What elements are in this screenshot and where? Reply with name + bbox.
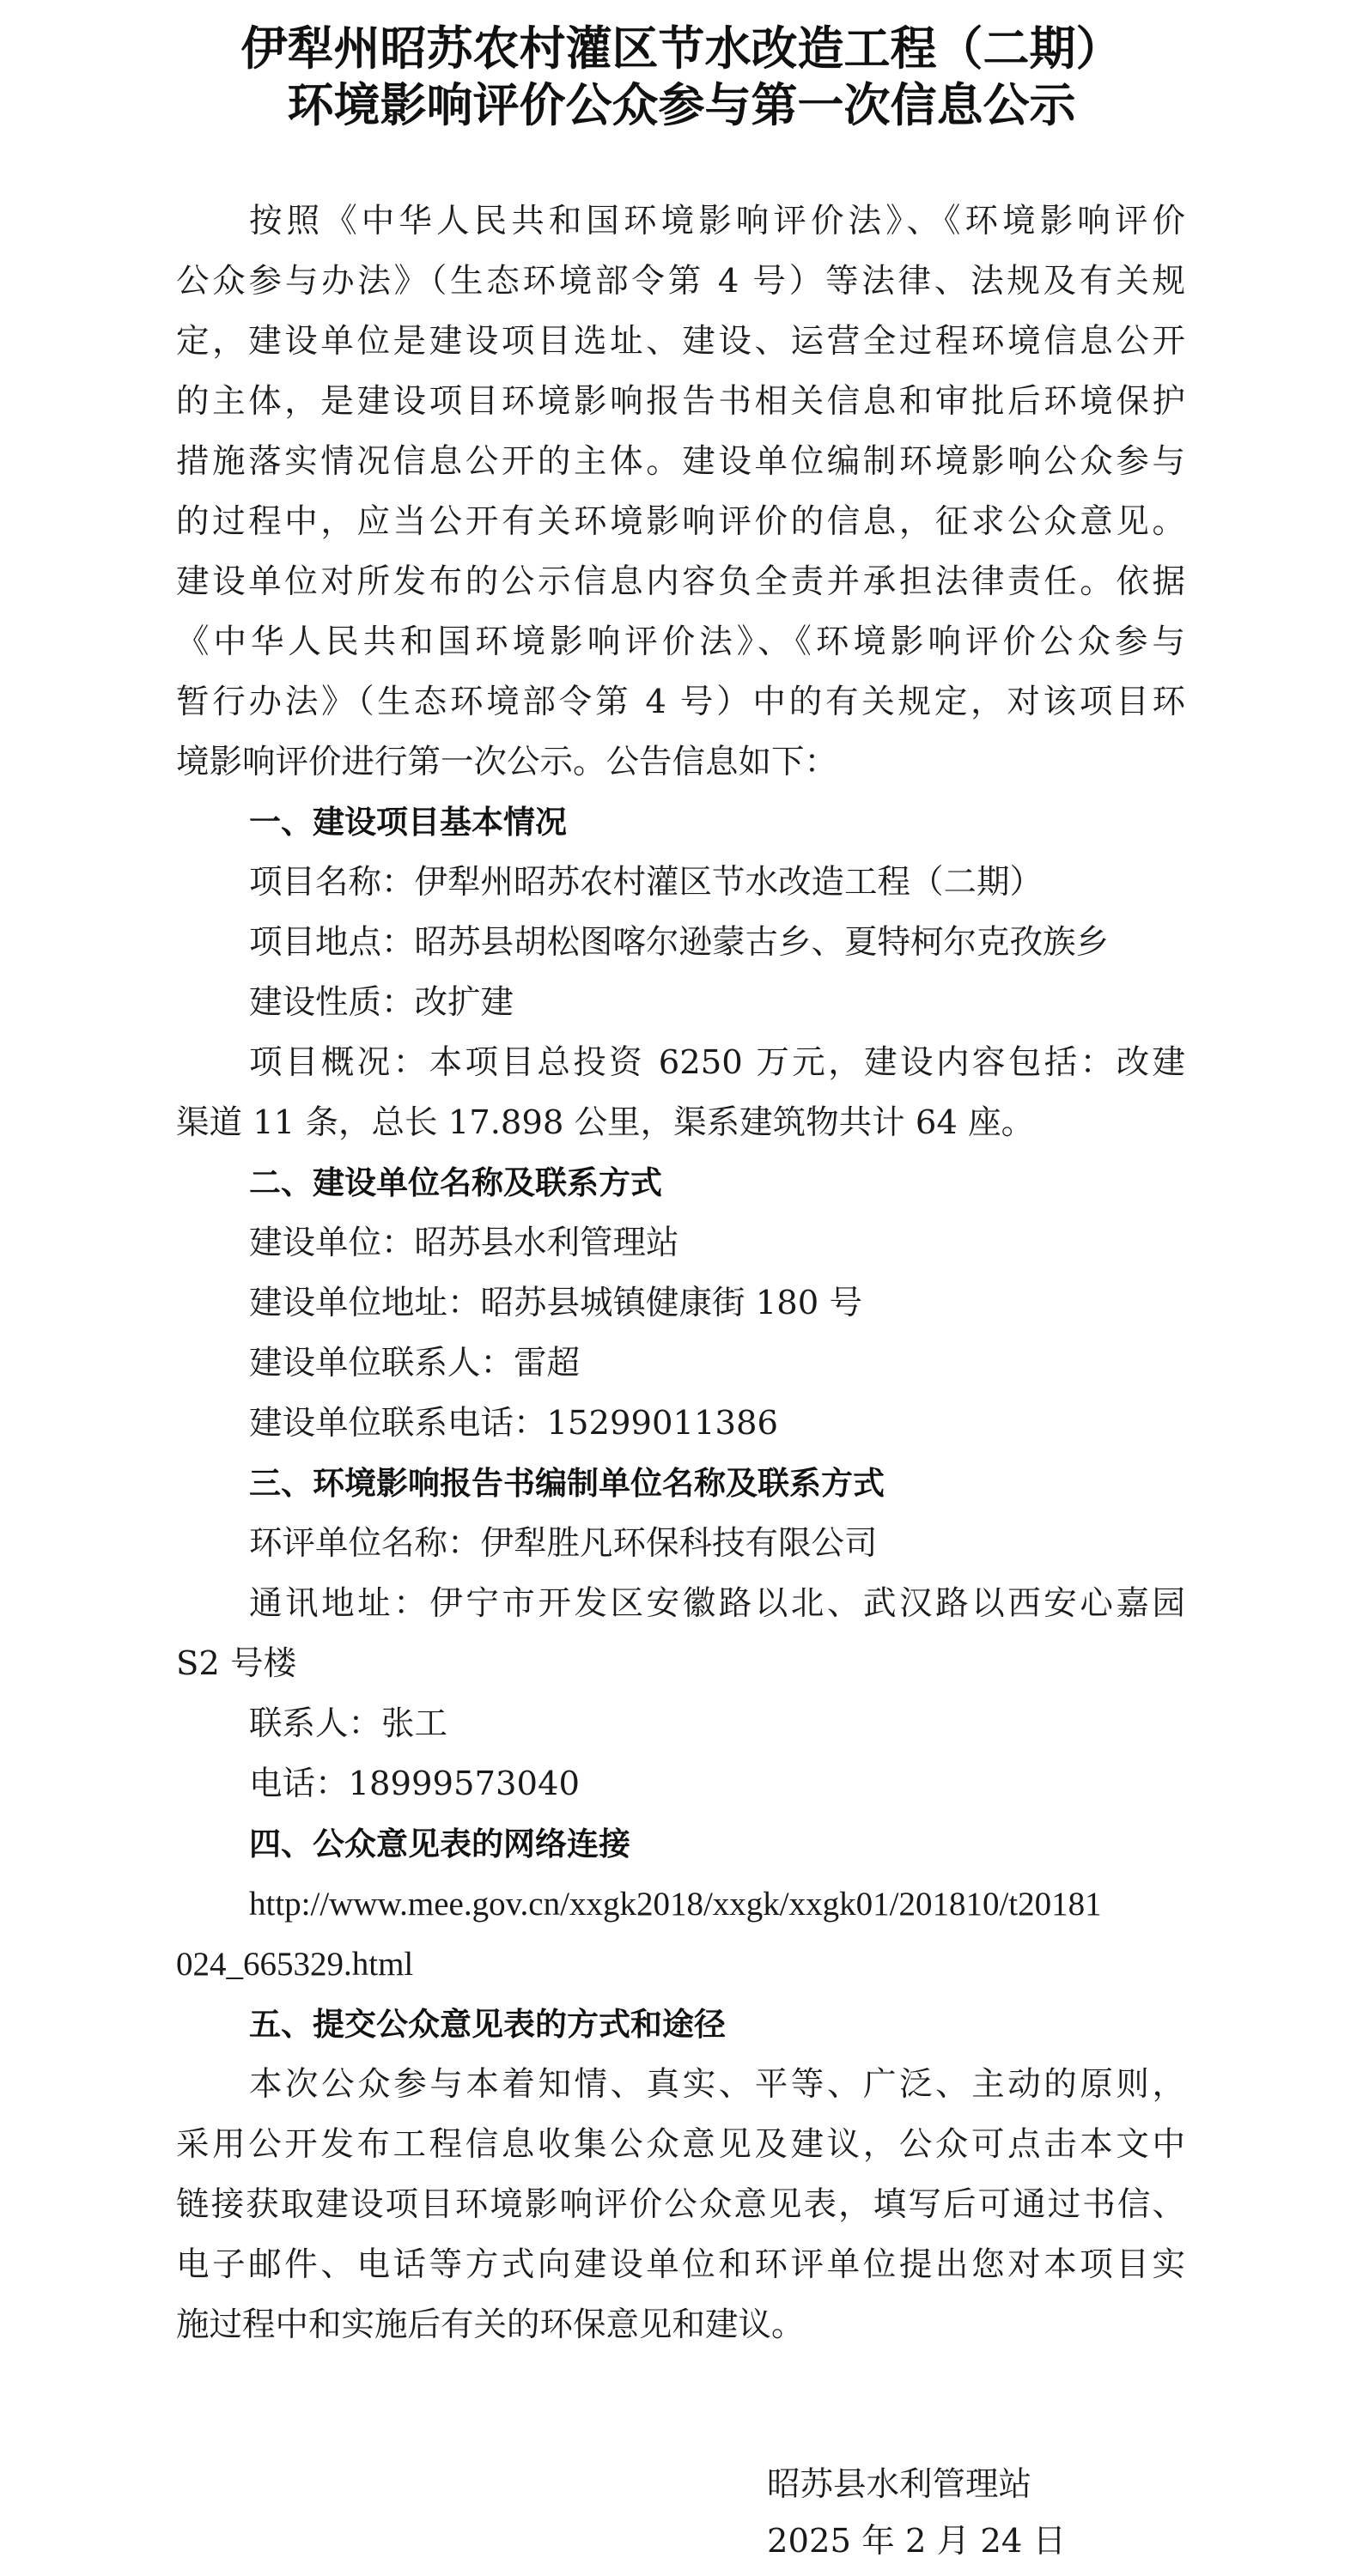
submission-line: 电子邮件、电话等方式向建设单位和环评单位提出您对本项目实 (176, 2245, 1185, 2284)
eia-phone: 电话：18999573040 (249, 1765, 580, 1803)
submission-line: 采用公开发布工程信息收集公众意见及建议，公众可点击本文中 (176, 2125, 1185, 2164)
section3-heading: 三、环境影响报告书编制单位名称及联系方式 (249, 1465, 885, 1502)
submission-line: 施过程中和实施后有关的环保意见和建议。 (176, 2306, 805, 2344)
intro-line: 的主体，是建设项目环境影响报告书相关信息和审批后环境保护 (176, 382, 1185, 421)
eia-unit: 环评单位名称：伊犁胜凡环保科技有限公司 (249, 1524, 878, 1563)
intro-line: 的过程中，应当公开有关环境影响评价的信息，征求公众意见。 (176, 502, 1185, 541)
builder-phone: 建设单位联系电话：15299011386 (249, 1404, 778, 1443)
eia-address-line1: 通讯地址：伊宁市开发区安徽路以北、武汉路以西安心嘉园 (249, 1584, 1185, 1623)
section5-heading: 五、提交公众意见表的方式和途径 (249, 2006, 726, 2043)
signature-org: 昭苏县水利管理站 (767, 2465, 1032, 2504)
intro-line: 境影响评价进行第一次公示。公告信息如下： (176, 743, 838, 781)
intro-line: 措施落实情况信息公开的主体。建设单位编制环境影响公众参与 (176, 442, 1185, 481)
intro-line: 定，建设单位是建设项目选址、建设、运营全过程环境信息公开 (176, 322, 1185, 361)
project-location: 项目地点：昭苏县胡松图喀尔逊蒙古乡、夏特柯尔克孜族乡 (249, 923, 1110, 962)
eia-contact: 联系人：张工 (249, 1704, 448, 1743)
eia-address-line2: S2 号楼 (176, 1644, 297, 1683)
project-overview-line1: 项目概况：本项目总投资 6250 万元，建设内容包括：改建 (249, 1043, 1185, 1082)
opinion-form-link-line2[interactable]: 024_665329.html (176, 1946, 414, 1983)
intro-line: 按照《中华人民共和国环境影响评价法》、《环境影响评价 (249, 202, 1185, 240)
intro-line: 《中华人民共和国环境影响评价法》、《环境影响评价公众参与 (176, 623, 1185, 661)
section2-heading: 二、建设单位名称及联系方式 (249, 1164, 662, 1201)
project-nature: 建设性质：改扩建 (249, 983, 514, 1022)
builder-unit: 建设单位：昭苏县水利管理站 (249, 1224, 679, 1262)
page-title-line2: 环境影响评价公众参与第一次信息公示 (287, 77, 1076, 132)
submission-line: 本次公众参与本着知情、真实、平等、广泛、主动的原则， (249, 2065, 1185, 2104)
project-name: 项目名称：伊犁州昭苏农村灌区节水改造工程（二期） (249, 863, 1044, 902)
builder-contact: 建设单位联系人：雷超 (249, 1344, 581, 1382)
page-title-line1: 伊犁州昭苏农村灌区节水改造工程（二期） (240, 21, 1123, 76)
builder-address: 建设单位地址：昭苏县城镇健康街 180 号 (249, 1284, 862, 1322)
section1-heading: 一、建设项目基本情况 (249, 804, 567, 841)
intro-line: 公众参与办法》（生态环境部令第 4 号）等法律、法规及有关规 (176, 262, 1185, 301)
intro-line: 建设单位对所发布的公示信息内容负全责并承担法律责任。依据 (176, 562, 1185, 601)
opinion-form-link-line1[interactable]: http://www.mee.gov.cn/xxgk2018/xxgk/xxgk01/201810/t20181 (249, 1886, 1102, 1923)
signature-date: 2025 年 2 月 24 日 (767, 2522, 1067, 2561)
intro-line: 暂行办法》（生态环境部令第 4 号）中的有关规定，对该项目环 (176, 683, 1185, 721)
submission-line: 链接获取建设项目环境影响评价公众意见表，填写后可通过书信、 (176, 2185, 1185, 2224)
section4-heading: 四、公众意见表的网络连接 (249, 1826, 630, 1862)
project-overview-line2: 渠道 11 条，总长 17.898 公里，渠系建筑物共计 64 座。 (176, 1103, 1035, 1142)
